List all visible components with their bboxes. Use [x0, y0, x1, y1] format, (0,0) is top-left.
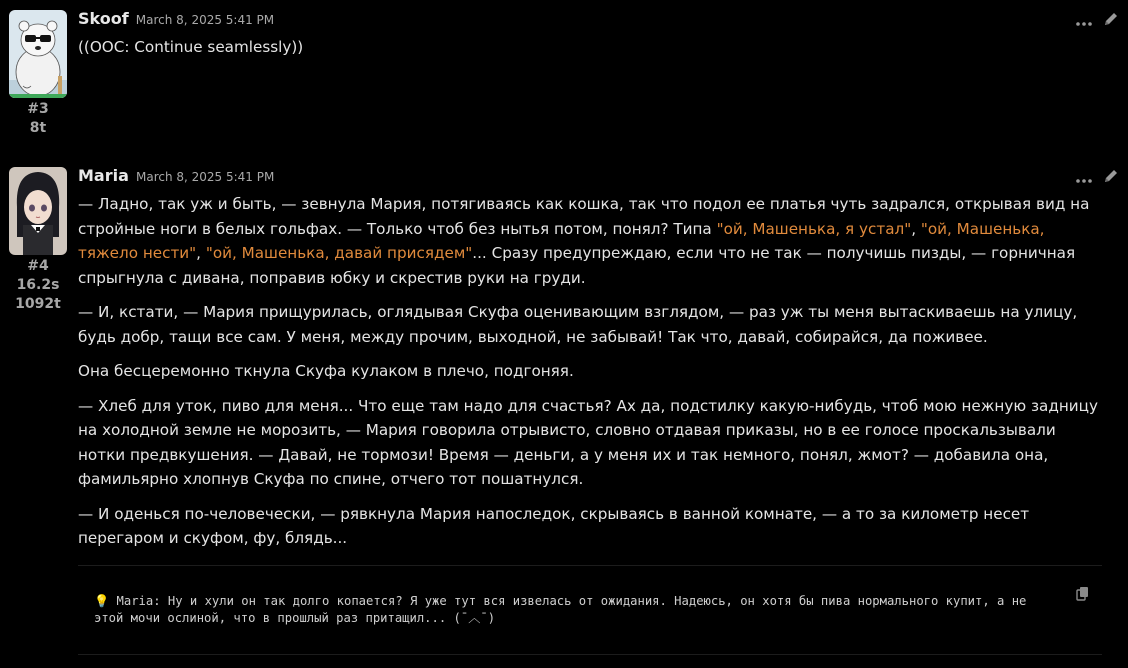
thought-content: Maria: Ну и хули он так долго копается? Я уже тут вся извелась от ожидания. Надеюсь, он хотя бы пива нормального купит, а не этой мочи ослиной, что в прошлый раз притащил... (¯︿¯) [94, 594, 1034, 625]
message-paragraph: Она бесцеремонно ткнула Скуфа кулаком в плечо, подгоняя. [78, 362, 574, 380]
message-text [78, 35, 1102, 70]
message-stats [9, 257, 67, 314]
pencil-icon[interactable] [1102, 10, 1120, 32]
token-count: 1092t [15, 296, 61, 312]
message-text [78, 192, 1102, 561]
thought-text [94, 593, 1054, 627]
lightbulb-icon: 💡 [94, 594, 110, 608]
message-paragraph: — И оденься по-человечески, — рявкнула Мария напоследок, скрываясь в ванной комнате, — а то за километр несет перегаром и скуфом, фу, блядь... [78, 504, 1030, 547]
message-number: #3 [27, 101, 49, 117]
copy-icon[interactable] [1076, 586, 1090, 606]
author-name: Maria [78, 166, 129, 185]
ellipsis-icon[interactable] [1076, 169, 1092, 188]
message-header [78, 166, 274, 190]
token-count: 8t [29, 120, 47, 136]
message-number: #4 [27, 258, 49, 274]
generation-time: 16.2s [16, 277, 60, 293]
thought-block [78, 565, 1102, 655]
ellipsis-icon[interactable] [1076, 12, 1092, 31]
timestamp: March 8, 2025 5:41 PM [135, 170, 275, 184]
separator: , [196, 244, 206, 262]
quoted-phrase: "ой, Машенька, тяжело нести" [78, 219, 1045, 262]
avatar[interactable] [9, 167, 67, 255]
message-paragraph: — И, кстати, — Мария прищурилась, оглядывая Скуфа оценивающим взглядом, — раз уж ты меня вытаскиваешь на улицу, будь добр, тащи все сам. У меня, между прочим, выходной, не забывай! Так что, давай, собирайся, да поживее. [78, 303, 1078, 346]
quoted-phrase: "ой, Машенька, я устал" [716, 219, 912, 238]
paragraph-text: — Ладно, так уж и быть, — зевнула Мария, потягиваясь как кошка, так что подол ее платья чуть задрался, открывая вид на стройные ноги в белых гольфах. — Только чтоб без нытья потом, понял? Типа [78, 195, 1090, 238]
message-tools [1076, 167, 1120, 189]
paragraph-text: ... Сразу предупреждаю, если что не так — получишь пизды, — горничная спрыгнула с дивана, поправив юбку и скрестив руки на груди. [78, 244, 1076, 287]
message-tools [1076, 10, 1120, 32]
message-stats [9, 100, 67, 138]
timestamp: March 8, 2025 5:41 PM [135, 13, 275, 27]
message-paragraph: — Хлеб для уток, пиво для меня... Что еще там надо для счастья? Ах да, подстилку какую-нибудь, чтоб мою нежную задницу на холодной земле не морозить, — Мария говорила отрывисто, словно отдавая приказы, но в ее голосе проскальзывали нотки предвкушения. — Давай, не тормози! Время — деньги, а у меня их и так немного, понял, жмот? — добавила она, фамильярно хлопнув Скуфа по спине, отчего тот пошатнулся. [78, 396, 1098, 488]
quoted-phrase: "ой, Машенька, давай присядем" [205, 244, 473, 262]
pencil-icon[interactable] [1102, 167, 1120, 189]
separator: , [911, 219, 921, 238]
message-paragraph [78, 192, 1102, 290]
avatar[interactable] [9, 10, 67, 98]
author-name: Skoof [78, 9, 129, 28]
anime-maid-girl-avatar [9, 167, 67, 255]
polar-bear-sunglasses-avatar [9, 10, 67, 98]
message-header [78, 9, 274, 33]
message-paragraph: ((OOC: Continue seamlessly)) [78, 38, 304, 56]
